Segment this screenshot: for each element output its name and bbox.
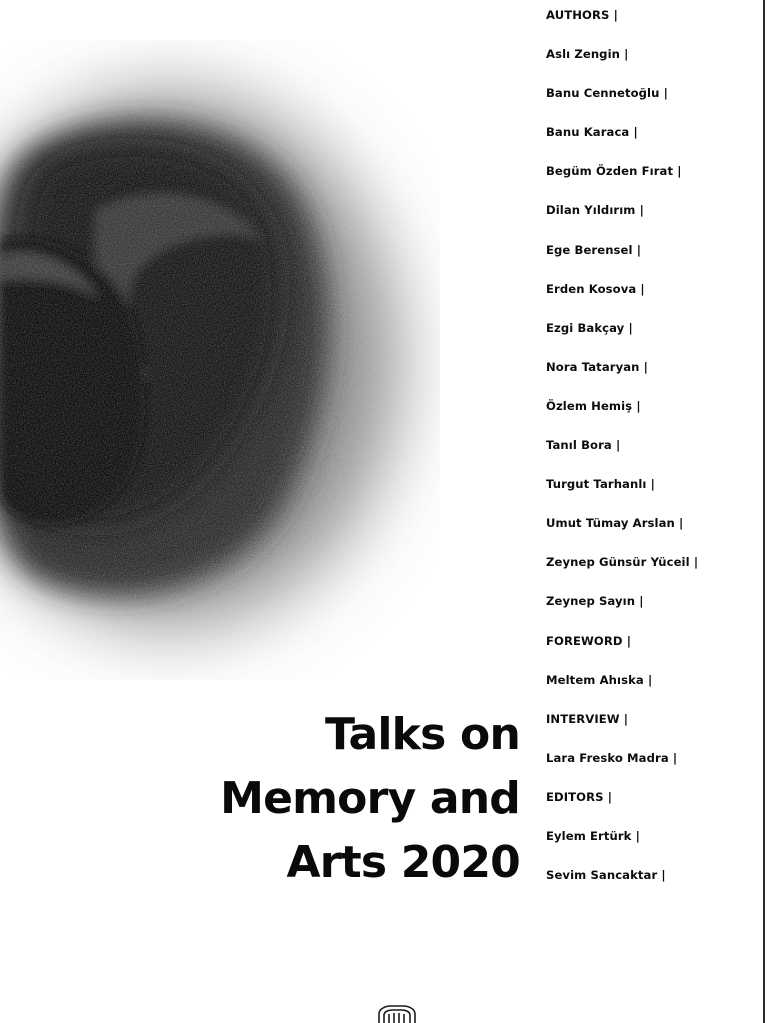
credit-item: Lara Fresko Madra | (546, 750, 678, 765)
page-edge-divider (763, 0, 765, 1023)
title-line: Talks on (324, 709, 520, 760)
credit-item: Zeynep Günsür Yüceil | (546, 555, 699, 570)
credit-item: Eylem Ertürk | (546, 828, 640, 843)
credit-item: Turgut Tarhanlı | (546, 477, 655, 492)
credit-item: Erden Kosova | (546, 281, 645, 296)
credit-item: FOREWORD | (546, 633, 632, 648)
credit-item: Ezgi Bakçay | (546, 320, 633, 335)
credit-item: Meltem Ahıska | (546, 672, 653, 687)
credit-item: Dilan Yıldırım | (546, 203, 644, 218)
credit-item: Banu Cennetoğlu | (546, 86, 668, 101)
credit-item: AUTHORS | (546, 8, 618, 22)
credit-item: Özlem Hemiş | (546, 398, 641, 413)
credit-item: EDITORS | (546, 789, 613, 804)
cover-artwork (0, 40, 440, 680)
credit-item: Umut Tümay Arslan | (546, 516, 684, 531)
publisher-logo-icon (373, 1004, 421, 1023)
credit-item: Banu Karaca | (546, 125, 638, 140)
credit-item: INTERVIEW | (546, 711, 629, 726)
credit-item: Zeynep Sayın | (546, 594, 644, 609)
credit-item: Tanıl Bora | (546, 438, 621, 453)
credits-list (546, 6, 698, 905)
credit-item: Sevim Sancaktar | (546, 868, 666, 883)
cover-title (220, 703, 520, 895)
title-line: Memory and (220, 773, 520, 824)
credit-item: Begüm Özden Fırat | (546, 164, 682, 179)
credit-item: Ege Berensel | (546, 242, 642, 257)
title-line: Arts 2020 (286, 837, 520, 888)
credit-item: Aslı Zengin | (546, 47, 629, 62)
credit-item: Nora Tataryan | (546, 359, 648, 374)
